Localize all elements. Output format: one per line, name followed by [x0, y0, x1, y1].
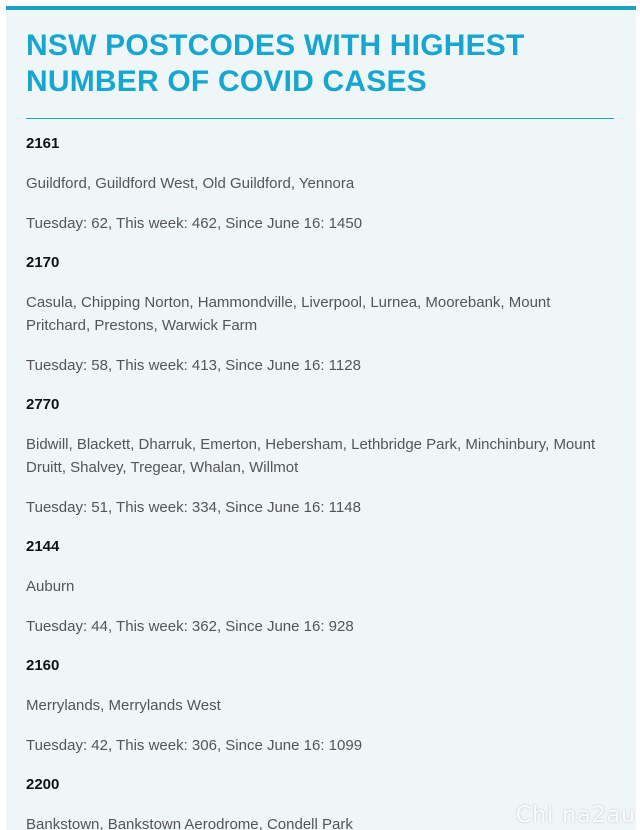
- suburb-list: Guildford, Guildford West, Old Guildford, Yennora: [26, 175, 355, 192]
- suburb-list: Bankstown, Bankstown Aerodrome, Condell Park: [26, 816, 353, 830]
- list-item: [26, 252, 614, 377]
- list-item: [26, 133, 614, 235]
- case-stats: Tuesday: 42, This week: 306, Since June 16: 1099: [26, 737, 363, 754]
- page-title: NSW POSTCODES WITH HIGHEST NUMBER OF COVID CASES: [26, 29, 525, 98]
- postcode: 2770: [26, 396, 60, 413]
- postcode-card: [6, 6, 636, 830]
- postcode: 2161: [26, 135, 60, 152]
- postcode: 2200: [26, 776, 60, 793]
- list-item: [26, 655, 614, 757]
- list-item: [26, 394, 614, 519]
- suburb-list: Merrylands, Merrylands West: [26, 697, 221, 714]
- case-stats: Tuesday: 51, This week: 334, Since June 16: 1148: [26, 499, 361, 516]
- suburb-list: Auburn: [26, 578, 75, 595]
- case-stats: Tuesday: 44, This week: 362, Since June 16: 928: [26, 618, 354, 635]
- suburb-list: Casula, Chipping Norton, Hammondville, Liverpool, Lurnea, Moorebank, Mount Pritchard, Prestons, Warwick Farm: [26, 294, 551, 334]
- title-divider: [26, 118, 614, 119]
- watermark-text: Chi na2au: [515, 803, 636, 828]
- suburb-list: Bidwill, Blackett, Dharruk, Emerton, Hebersham, Lethbridge Park, Minchinbury, Mount Druitt, Shalvey, Tregear, Whalan, Willmot: [26, 436, 596, 476]
- case-stats: Tuesday: 62, This week: 462, Since June 16: 1450: [26, 215, 363, 232]
- postcode: 2160: [26, 657, 60, 674]
- postcode: 2144: [26, 538, 60, 555]
- case-stats: Tuesday: 58, This week: 413, Since June 16: 1128: [26, 357, 361, 374]
- postcode: 2170: [26, 254, 60, 271]
- list-item: [26, 536, 614, 638]
- postcode-list: [26, 133, 614, 830]
